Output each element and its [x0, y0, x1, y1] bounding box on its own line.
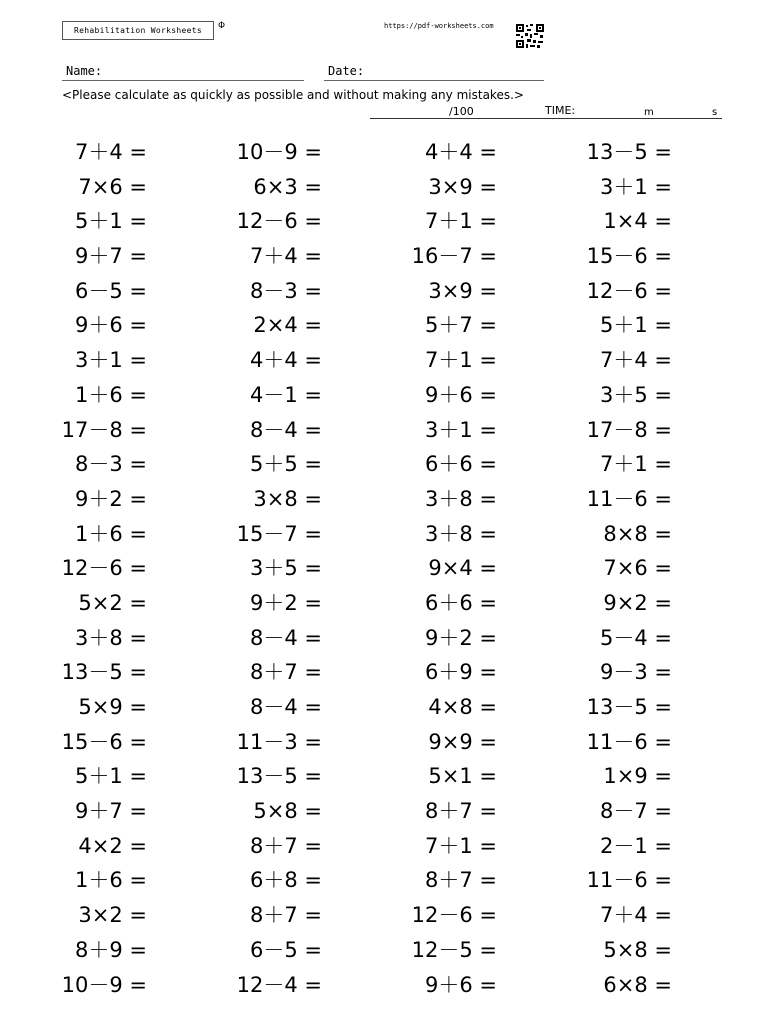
math-problem[interactable]: 8＋7 = [250, 833, 322, 858]
problem-row [40, 725, 720, 760]
math-problem[interactable]: 3＋8 = [425, 486, 497, 511]
name-label: Name: [66, 64, 103, 78]
problem-row [40, 829, 720, 864]
math-problem[interactable]: 5×8 = [603, 937, 672, 962]
math-problem[interactable]: 5＋1 = [75, 764, 147, 789]
problem-row [40, 898, 720, 933]
math-problem[interactable]: 9＋7 = [75, 244, 147, 269]
math-problem[interactable]: 12－6 = [586, 278, 672, 303]
math-problem[interactable]: 1＋6 = [75, 521, 147, 546]
minutes-unit: m [644, 107, 654, 118]
math-problem[interactable]: 5＋7 = [425, 313, 497, 338]
problem-row [40, 378, 720, 413]
math-problem[interactable]: 5－4 = [600, 625, 672, 650]
math-problem[interactable]: 8－3 = [75, 452, 147, 477]
score-time-line [370, 118, 722, 119]
problem-row [40, 933, 720, 968]
name-field[interactable] [62, 80, 304, 81]
worksheet-title: Rehabilitation Worksheets [62, 21, 214, 40]
math-problem[interactable]: 3×8 = [253, 486, 322, 511]
math-problem[interactable]: 17－8 = [61, 417, 147, 442]
problem-row [40, 239, 720, 274]
problem-row [40, 690, 720, 725]
math-problem[interactable]: 8＋7 = [425, 868, 497, 893]
math-problem[interactable]: 3＋1 = [75, 348, 147, 373]
math-problem[interactable]: 9＋2 = [250, 590, 322, 615]
math-problem[interactable]: 9＋6 = [425, 972, 497, 997]
math-problem[interactable]: 8－3 = [250, 278, 322, 303]
math-problem[interactable]: 1×4 = [603, 209, 672, 234]
math-problem[interactable]: 3×2 = [78, 903, 147, 928]
math-problem[interactable]: 9＋2 = [75, 486, 147, 511]
math-problem[interactable]: 4－1 = [250, 382, 322, 407]
math-problem[interactable]: 17－8 = [586, 417, 672, 442]
problem-row [40, 551, 720, 586]
problem-row [40, 135, 720, 170]
math-problem[interactable]: 7＋4 = [600, 348, 672, 373]
math-problem[interactable]: 6＋8 = [250, 868, 322, 893]
math-problem[interactable]: 3×9 = [428, 174, 497, 199]
math-problem[interactable]: 8×8 = [603, 521, 672, 546]
math-problem[interactable]: 1＋6 = [75, 868, 147, 893]
math-problem[interactable]: 15－6 = [586, 244, 672, 269]
problem-row [40, 863, 720, 898]
math-problem[interactable]: 7＋4 = [75, 140, 147, 164]
math-problem[interactable]: 8－4 = [250, 417, 322, 442]
problem-row [40, 343, 720, 378]
math-problem[interactable]: 12－6 = [236, 209, 322, 234]
math-problem[interactable]: 13－5 = [586, 695, 672, 719]
problem-row [40, 482, 720, 517]
problem-row [40, 204, 720, 239]
math-problem[interactable]: 5×2 = [78, 590, 147, 615]
math-problem[interactable]: 8＋9 = [75, 937, 147, 962]
math-problem[interactable]: 5×9 = [78, 695, 147, 719]
math-problem[interactable]: 4×2 = [78, 833, 147, 858]
math-problem[interactable]: 12－4 = [236, 972, 322, 997]
math-problem[interactable]: 11－6 = [586, 729, 672, 754]
math-problem[interactable]: 1×9 = [603, 764, 672, 789]
math-problem[interactable]: 11－6 = [586, 486, 672, 511]
math-problem[interactable]: 5＋5 = [250, 452, 322, 477]
problem-row [40, 308, 720, 343]
math-problem[interactable]: 9＋2 = [425, 625, 497, 650]
math-problem[interactable]: 6＋6 = [425, 590, 497, 615]
math-problem[interactable]: 9＋6 = [75, 313, 147, 338]
math-problem[interactable]: 16－7 = [411, 244, 497, 269]
math-problem[interactable]: 3＋1 = [425, 417, 497, 442]
website-url[interactable]: https://pdf-worksheets.com [384, 22, 494, 30]
math-problem[interactable]: 3×9 = [428, 278, 497, 303]
math-problem[interactable]: 1＋6 = [75, 382, 147, 407]
math-problem[interactable]: 11－6 = [586, 868, 672, 893]
math-problem[interactable]: 7＋4 = [600, 903, 672, 928]
math-problem[interactable]: 9＋7 = [75, 799, 147, 824]
problem-row [40, 447, 720, 482]
problem-row [40, 759, 720, 794]
math-problem[interactable]: 13－5 = [236, 764, 322, 789]
seconds-unit: s [712, 107, 718, 118]
problem-row [40, 517, 720, 552]
time-label: TIME: [545, 104, 576, 117]
math-problem[interactable]: 9－3 = [600, 660, 672, 685]
math-problem[interactable]: 10－9 = [61, 972, 147, 997]
math-problem[interactable]: 3＋8 = [425, 521, 497, 546]
math-problem[interactable]: 3＋5 = [600, 382, 672, 407]
math-problem[interactable]: 6＋6 = [425, 452, 497, 477]
math-problem[interactable]: 4＋4 = [250, 348, 322, 373]
math-problem[interactable]: 4×8 = [428, 695, 497, 719]
math-problem[interactable]: 13－5 = [586, 140, 672, 164]
math-problem[interactable]: 6－5 = [75, 278, 147, 303]
math-problem[interactable]: 6＋9 = [425, 660, 497, 685]
math-problem[interactable]: 3＋5 = [250, 556, 322, 581]
math-problem[interactable]: 8＋7 = [425, 799, 497, 824]
math-problem[interactable]: 7＋1 = [600, 452, 672, 477]
math-problem[interactable]: 9×2 = [603, 590, 672, 615]
math-problem[interactable]: 5＋1 = [600, 313, 672, 338]
math-problem[interactable]: 12－5 = [411, 937, 497, 962]
math-problem[interactable]: 11－3 = [236, 729, 322, 754]
math-problem[interactable]: 6×3 = [253, 174, 322, 199]
math-problem[interactable]: 2×4 = [253, 313, 322, 338]
phi-symbol: Φ [218, 21, 226, 31]
qr-code-icon [515, 23, 545, 49]
problem-row [40, 794, 720, 829]
math-problem[interactable]: 5＋1 = [75, 209, 147, 234]
math-problem[interactable]: 6×8 = [603, 972, 672, 997]
problem-row [40, 274, 720, 309]
math-problem[interactable]: 7＋4 = [250, 244, 322, 269]
instructions: <Please calculate as quickly as possible and without making any mistakes.> [62, 88, 524, 102]
math-problem[interactable]: 4＋4 = [425, 140, 497, 164]
problem-row [40, 413, 720, 448]
math-problem[interactable]: 13－5 = [61, 660, 147, 685]
math-problem[interactable]: 7＋1 = [425, 348, 497, 373]
problem-row [40, 621, 720, 656]
math-problem[interactable]: 8－4 = [250, 695, 322, 719]
math-problem[interactable]: 8＋7 = [250, 660, 322, 685]
math-problem[interactable]: 6－5 = [250, 937, 322, 962]
math-problem[interactable]: 5×1 = [428, 764, 497, 789]
problem-row [40, 170, 720, 205]
math-problem[interactable]: 12－6 = [411, 903, 497, 928]
problem-row [40, 586, 720, 621]
math-problem[interactable]: 2－1 = [600, 833, 672, 858]
math-problem[interactable]: 8－7 = [600, 799, 672, 824]
math-problem[interactable]: 12－6 = [61, 556, 147, 581]
problem-row [40, 968, 720, 1003]
math-problem[interactable]: 8－4 = [250, 625, 322, 650]
date-label: Date: [328, 64, 365, 78]
problem-grid [40, 135, 720, 1002]
math-problem[interactable]: 7×6 = [78, 174, 147, 199]
math-problem[interactable]: 3＋8 = [75, 625, 147, 650]
math-problem[interactable]: 7×6 = [603, 556, 672, 581]
date-field[interactable] [324, 80, 544, 81]
math-problem[interactable]: 5×8 = [253, 799, 322, 824]
math-problem[interactable]: 15－6 = [61, 729, 147, 754]
problem-row [40, 655, 720, 690]
math-problem[interactable]: 15－7 = [236, 521, 322, 546]
math-problem[interactable]: 7＋1 = [425, 833, 497, 858]
math-problem[interactable]: 7＋1 = [425, 209, 497, 234]
score-total: /100 [449, 105, 474, 118]
math-problem[interactable]: 9＋6 = [425, 382, 497, 407]
math-problem[interactable]: 3＋1 = [600, 174, 672, 199]
math-problem[interactable]: 8＋7 = [250, 903, 322, 928]
math-problem[interactable]: 10－9 = [236, 140, 322, 164]
math-problem[interactable]: 9×9 = [428, 729, 497, 754]
math-problem[interactable]: 9×4 = [428, 556, 497, 581]
